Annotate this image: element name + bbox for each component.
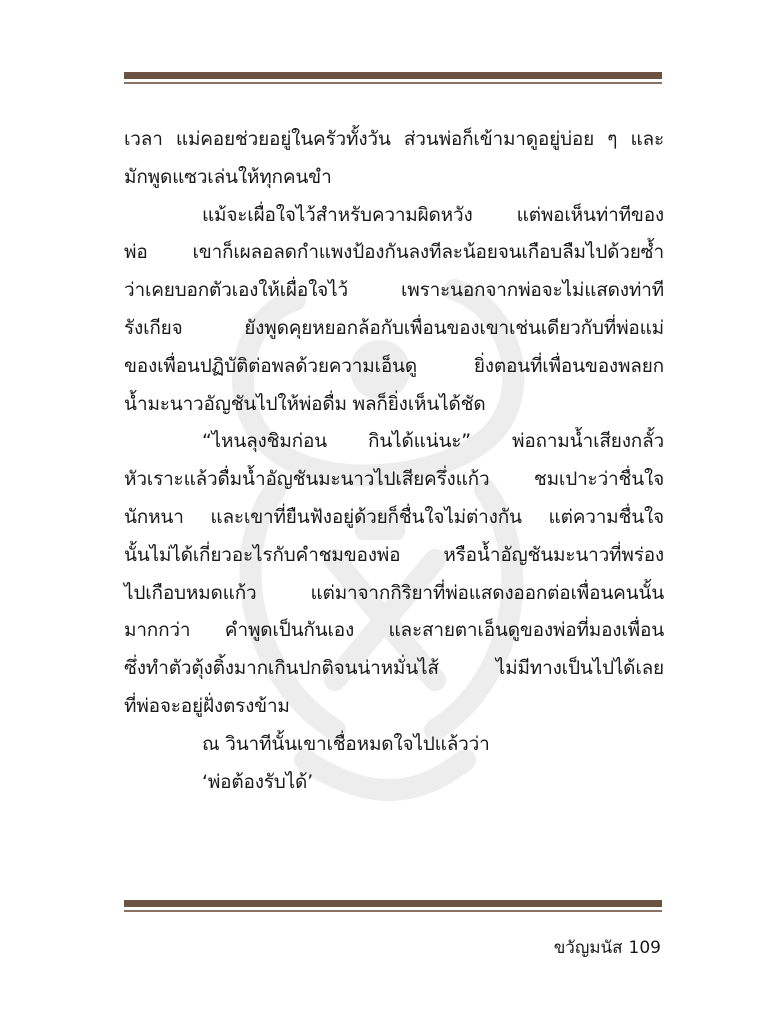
body-line: เวลา แม่คอยช่วยอยู่ในครัวทั้งวัน ส่วนพ่อก็เข้ามาดูอยู่บ่อย ๆ และ: [124, 128, 664, 150]
body-line: รังเกียจ ยังพูดคุยหยอกล้อกับเพื่อนของเขาเช่นเดียวกับที่พ่อแม่: [124, 316, 664, 339]
body-text: [124, 121, 664, 801]
body-line: ซึ่งทำตัวตุ้งติ้งมากเกินปกติจนน่าหมั่นไส้ ไม่มีทางเป็นไปได้เลย: [124, 657, 664, 680]
bottom-decorative-rule: [124, 900, 662, 912]
body-line: ของเพื่อนปฏิบัติต่อพลด้วยความเอ็นดู ยิ่งตอนที่เพื่อนของพลยก: [124, 354, 664, 377]
body-line: ณ วินาทีนั้นเขาเชื่อหมดใจไปแล้วว่า: [202, 732, 490, 755]
footer-page-number: 109: [628, 938, 661, 958]
body-line: ไปเกือบหมดแก้ว แต่มาจากกิริยาที่พ่อแสดงออกต่อเพื่อนคนนั้น: [124, 581, 664, 604]
top-decorative-rule: [124, 72, 662, 84]
bottom-rule-thin: [124, 910, 662, 912]
top-rule-thick: [124, 72, 662, 79]
body-line: พ่อ เขาก็เผลอลดกำแพงป้องกันลงทีละน้อยจนเกือบลืมไปด้วยซ้ำ: [124, 241, 664, 264]
top-rule-thin: [124, 82, 662, 84]
body-line: ว่าเคยบอกตัวเองให้เผื่อใจไว้ เพราะนอกจากพ่อจะไม่แสดงท่าที: [124, 279, 664, 302]
body-line: นักหนา และเขาที่ยืนฟังอยู่ด้วยก็ชื่นใจไม่ต่างกัน แต่ความชื่นใจ: [124, 505, 664, 528]
body-line: น้ำมะนาวอัญชันไปให้พ่อดื่ม พลก็ยิ่งเห็นได้ชัด: [124, 392, 486, 415]
body-line: นั้นไม่ได้เกี่ยวอะไรกับคำชมของพ่อ หรือน้ำอัญชันมะนาวที่พร่อง: [124, 543, 664, 566]
body-line: ที่พ่อจะอยู่ฝั่งตรงข้าม: [124, 694, 290, 717]
body-line: ‘พ่อต้องรับได้’: [202, 770, 314, 793]
body-line: มากกว่า คำพูดเป็นกันเอง และสายตาเอ็นดูของพ่อที่มองเพื่อน: [124, 619, 664, 642]
body-line: หัวเราะแล้วดื่มน้ำอัญชันมะนาวไปเสียครึ่งแก้ว ชมเปาะว่าชื่นใจ: [124, 468, 664, 491]
bottom-rule-thick: [124, 900, 662, 907]
body-line: มักพูดแซวเล่นให้ทุกคนขำ: [124, 165, 332, 188]
body-line: แม้จะเผื่อใจไว้สำหรับความผิดหวัง แต่พอเห็นท่าทีของ: [202, 203, 664, 226]
page-footer: [554, 934, 661, 961]
body-line: “ไหนลุงชิมก่อน กินได้แน่นะ” พ่อถามน้ำเสียงกลั้ว: [202, 430, 664, 453]
footer-book-title: ขวัญมนัส: [553, 938, 623, 958]
